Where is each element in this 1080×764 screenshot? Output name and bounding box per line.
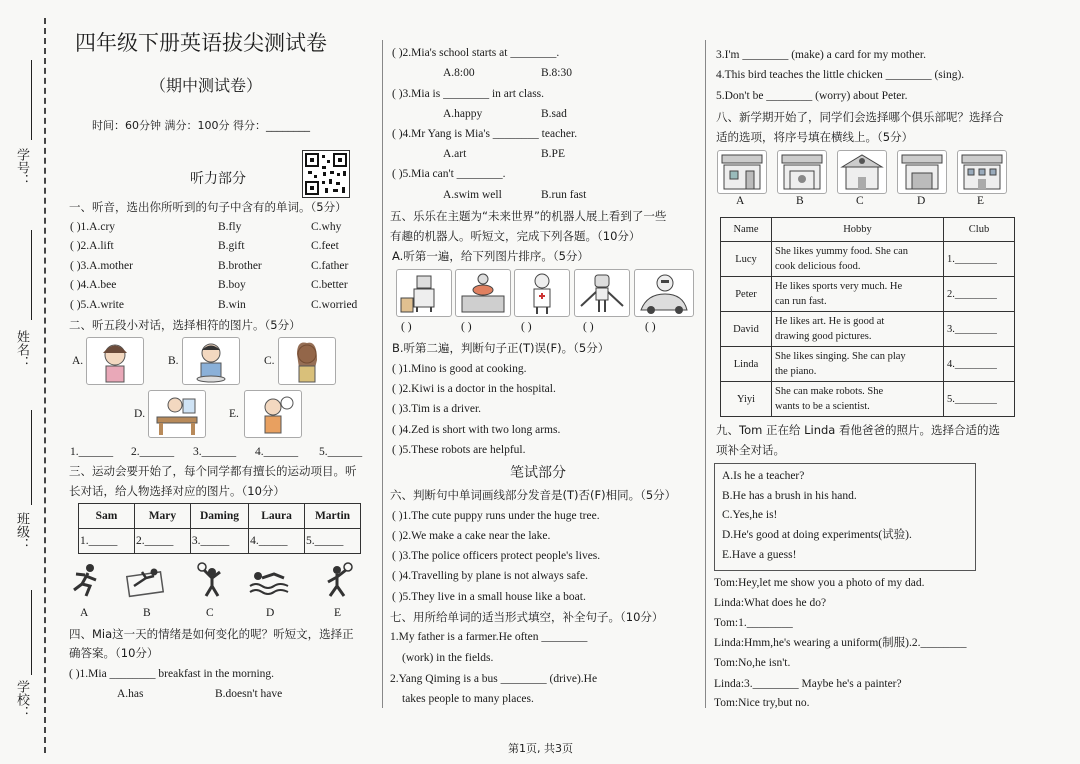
dialog-line: Linda:Hmm,he's wearing a uniform(制服).2.________ (714, 637, 967, 649)
page-subtitle: （期中测试卷） (150, 76, 263, 95)
option: B.win (218, 299, 246, 311)
picture-label: D. (134, 408, 146, 420)
sentence-item: ( )2.We make a cake near the lake. (392, 530, 551, 542)
section-3-title-cont: 长对话，给人物选择对应的图片。（10分） (69, 484, 285, 498)
picture-letter: B (143, 607, 151, 619)
option: D.He's good at doing experiments(试验). (722, 529, 912, 541)
table-header: Mary (134, 504, 190, 529)
robot-picture-long-arms (574, 269, 630, 317)
option: B.run fast (541, 189, 587, 201)
tf-item: ( )3.Tim is a driver. (392, 403, 482, 415)
name-cell: Peter (721, 277, 772, 312)
girl-picture (86, 337, 144, 385)
answer-blank[interactable]: 1.______ (70, 446, 114, 458)
dialog-line: Tom:No,he isn't. (714, 657, 791, 669)
option: B.8:30 (541, 67, 572, 79)
answer-blank[interactable]: 3.______ (193, 446, 237, 458)
basketball-icon (322, 562, 356, 598)
class-label: 班级： (14, 512, 29, 551)
table-header: Club (944, 218, 1015, 242)
hobby-cell (772, 382, 944, 417)
section-1-title: 一、听音，选出你所听到的句子中含有的单词。（5分） (69, 200, 347, 214)
order-blank[interactable]: ( ) (461, 321, 472, 333)
name-label: 姓名： (14, 330, 29, 369)
volleyball-icon (194, 562, 228, 598)
sentence-item: ( )3.The police officers protect people's lives. (392, 550, 601, 562)
fill-item: 5.Don't be ________ (worry) about Peter. (716, 90, 908, 102)
answer-blank[interactable]: 5.______ (319, 446, 363, 458)
option: C.Yes,he is! (722, 509, 778, 521)
hobby-text: She can make robots. She (775, 386, 884, 397)
table-header: Hobby (772, 218, 944, 242)
table-header: Sam (79, 504, 135, 529)
dialog-line: Linda:3.________ Maybe he's a painter? (714, 678, 902, 690)
option: B.gift (218, 240, 245, 252)
option: B.sad (541, 108, 567, 120)
club-building-picture (957, 150, 1007, 194)
running-icon (68, 562, 102, 598)
section-5b-title: B.听第二遍，判断句子正(T)误(F)。（5分） (392, 341, 610, 355)
picture-letter: E (977, 195, 985, 207)
writing-heading: 笔试部分 (510, 465, 566, 481)
club-building-picture (897, 150, 947, 194)
option: B.doesn't have (215, 688, 283, 700)
picture-letter: A (736, 195, 745, 207)
table-header: Martin (305, 504, 361, 529)
table-row (721, 312, 1015, 347)
section-3-table (78, 503, 361, 554)
section-2-title: 二、听五段小对话，选择相符的图片。（5分） (69, 318, 301, 332)
table-header: Name (721, 218, 772, 242)
answer-cell[interactable]: 4._____ (249, 529, 305, 554)
option: B.PE (541, 148, 565, 160)
club-blank[interactable]: 3.________ (944, 312, 1015, 347)
table-row (721, 242, 1015, 277)
class-line (31, 410, 32, 505)
sentence-item: ( )4.Travelling by plane is not always safe. (392, 570, 588, 582)
hobby-cell (772, 242, 944, 277)
option: C.father (311, 260, 349, 272)
swimming-icon (248, 568, 290, 596)
answer-cell[interactable]: 5._____ (305, 529, 361, 554)
robot-picture-cooking (396, 269, 452, 317)
picture-letter: E (334, 607, 342, 619)
section-3-title: 三、运动会要开始了，每个同学都有擅长的运动项目。听 (69, 464, 357, 478)
answer-blank[interactable]: 2.______ (131, 446, 175, 458)
club-blank[interactable]: 2.________ (944, 277, 1015, 312)
section-7-title: 七、用所给单词的适当形式填空，补全句子。（10分） (390, 610, 664, 624)
option: A.has (117, 688, 144, 700)
picture-letter: B (796, 195, 804, 207)
hobby-cell (772, 312, 944, 347)
column-divider (705, 40, 706, 708)
table-header: Laura (249, 504, 305, 529)
option: C.feet (311, 240, 339, 252)
option: C.worried (311, 299, 358, 311)
club-blank[interactable]: 4.________ (944, 347, 1015, 382)
table-row (721, 277, 1015, 312)
picture-label: C. (264, 355, 275, 367)
page-title: 四年级下册英语拔尖测试卷 (75, 31, 327, 55)
fill-item-cont: (work) in the fields. (402, 652, 494, 664)
name-cell: Linda (721, 347, 772, 382)
sentence-item: ( )1.The cute puppy runs under the huge tree. (392, 510, 600, 522)
fill-item-cont: takes people to many places. (402, 693, 534, 705)
hobby-text: She likes singing. She can play (775, 351, 906, 362)
table-header: Daming (190, 504, 248, 529)
fill-item: 4.This bird teaches the little chicken ________ (sing). (716, 69, 965, 81)
tf-item: ( )1.Mino is good at cooking. (392, 363, 527, 375)
fill-item: 1.My father is a farmer.He often ________ (390, 631, 588, 643)
hobby-text: cook delicious food. (775, 261, 861, 272)
dialog-line: Tom:1.________ (714, 617, 793, 629)
exam-info: 时间：60分钟 满分：100分 得分：________ (92, 119, 310, 132)
name-cell: Yiyi (721, 382, 772, 417)
tf-item: ( )5.These robots are helpful. (392, 444, 526, 456)
listening-heading: 听力部分 (190, 171, 246, 187)
club-building-picture (837, 150, 887, 194)
hobby-text: wants to be a scientist. (775, 401, 870, 412)
hobby-text: He likes sports very much. He (775, 281, 903, 292)
school-label: 学校： (14, 680, 29, 719)
section-4-title-cont: 确答案。（10分） (69, 646, 159, 660)
picture-letter: C (856, 195, 864, 207)
boy-ball-picture (244, 390, 302, 438)
dialog-line: Linda:What does he do? (714, 597, 827, 609)
picture-letter: D (266, 607, 275, 619)
hobby-text: the piano. (775, 366, 817, 377)
option: A.Is he a teacher? (722, 470, 805, 482)
fill-item: 2.Yang Qiming is a bus ________ (drive).He (390, 673, 598, 685)
option: C.better (311, 279, 348, 291)
hobby-text: She likes yummy food. She can (775, 246, 908, 257)
sentence-item: ( )5.They live in a small house like a boat. (392, 591, 586, 603)
tf-item: ( )2.Kiwi is a doctor in the hospital. (392, 383, 556, 395)
fill-item: 3.I'm ________ (make) a card for my mother. (716, 49, 926, 61)
name-line (31, 230, 32, 320)
question: ( )4.Mr Yang is Mia's ________ teacher. (392, 128, 578, 140)
name-cell: Lucy (721, 242, 772, 277)
dialog-line: Tom:Hey,let me show you a photo of my dad. (714, 577, 925, 589)
answer-cell[interactable]: 3._____ (190, 529, 248, 554)
robot-picture-doctor (514, 269, 570, 317)
robot-picture-kitchen (455, 269, 511, 317)
picture-letter: A (80, 607, 89, 619)
hobby-cell (772, 277, 944, 312)
section-5a-title: A.听第一遍，给下列图片排序。（5分） (392, 249, 589, 263)
binding-dashed-line (44, 18, 46, 753)
hobby-cell (772, 347, 944, 382)
picture-label: A. (72, 355, 84, 367)
option: A.happy (443, 108, 483, 120)
section-5-title-cont: 有趣的机器人。听短文，完成下列各题。（10分） (390, 229, 641, 243)
picture-label: B. (168, 355, 179, 367)
page-footer: 第1页, 共3页 (508, 742, 573, 755)
column-divider (382, 40, 383, 708)
section-8-title: 八、新学期开始了，同学们会选择哪个俱乐部呢？选择合 (716, 110, 1004, 124)
picture-letter: D (917, 195, 926, 207)
option: B.fly (218, 221, 242, 233)
dialog-line: Tom:Nice try,but no. (714, 697, 810, 709)
picture-letter: C (206, 607, 214, 619)
qr-code (302, 150, 350, 198)
option: B.boy (218, 279, 246, 291)
answer-blank[interactable]: 4.______ (255, 446, 299, 458)
order-blank[interactable]: ( ) (583, 321, 594, 333)
section-5-title: 五、乐乐在主题为“未来世界”的机器人展上看到了一些 (390, 209, 667, 223)
club-blank[interactable]: 1.________ (944, 242, 1015, 277)
order-blank[interactable]: ( ) (521, 321, 532, 333)
option: B.brother (218, 260, 262, 272)
option: A.8:00 (443, 67, 475, 79)
robot-picture-driver (634, 269, 694, 317)
picture-label: E. (229, 408, 239, 420)
student-number-line (31, 60, 32, 140)
section-4-title: 四、Mia这一天的情绪是如何变化的呢？听短文，选择正 (69, 627, 354, 641)
question: ( )1.Mia ________ breakfast in the morning. (69, 668, 275, 680)
order-blank[interactable]: ( ) (645, 321, 656, 333)
club-building-picture (777, 150, 827, 194)
section-8-title-cont: 适的选项，将序号填在横线上。（5分） (716, 130, 914, 144)
boy-eating-picture (182, 337, 240, 385)
section-9-title: 九、Tom 正在给 Linda 看他爸爸的照片。选择合适的选 (716, 423, 1001, 437)
option: E.Have a guess! (722, 549, 797, 561)
option: B.He has a brush in his hand. (722, 490, 857, 502)
tf-item: ( )4.Zed is short with two long arms. (392, 424, 561, 436)
question: ( )2.Mia's school starts at ________. (392, 47, 560, 59)
high-jump-icon (126, 564, 166, 598)
club-blank[interactable]: 5.________ (944, 382, 1015, 417)
woman-picture (278, 337, 336, 385)
question: ( )5.A.write (70, 299, 124, 311)
question: ( )3.A.mother (70, 260, 133, 272)
table-row (721, 382, 1015, 417)
question: ( )1.A.cry (70, 221, 116, 233)
hobby-text: can run fast. (775, 296, 827, 307)
question: ( )2.A.lift (70, 240, 114, 252)
question: ( )3.Mia is ________ in art class. (392, 88, 545, 100)
hobby-text: drawing good pictures. (775, 331, 872, 342)
name-cell: David (721, 312, 772, 347)
section-6-title: 六、判断句中单词画线部分发音是(T)否(F)相同。（5分） (390, 488, 677, 502)
option: C.why (311, 221, 342, 233)
desk-picture (148, 390, 206, 438)
table-row (721, 347, 1015, 382)
question: ( )4.A.bee (70, 279, 117, 291)
question: ( )5.Mia can't ________. (392, 168, 506, 180)
club-table (720, 217, 1015, 417)
option: A.swim well (443, 189, 502, 201)
school-line (31, 590, 32, 675)
student-number-label: 学号： (14, 148, 29, 187)
section-9-title-cont: 项补全对话。 (716, 443, 785, 457)
order-blank[interactable]: ( ) (401, 321, 412, 333)
hobby-text: He likes art. He is good at (775, 316, 885, 327)
club-building-picture (717, 150, 767, 194)
option: A.art (443, 148, 467, 160)
answer-cell[interactable]: 2._____ (134, 529, 190, 554)
answer-cell[interactable]: 1._____ (79, 529, 135, 554)
